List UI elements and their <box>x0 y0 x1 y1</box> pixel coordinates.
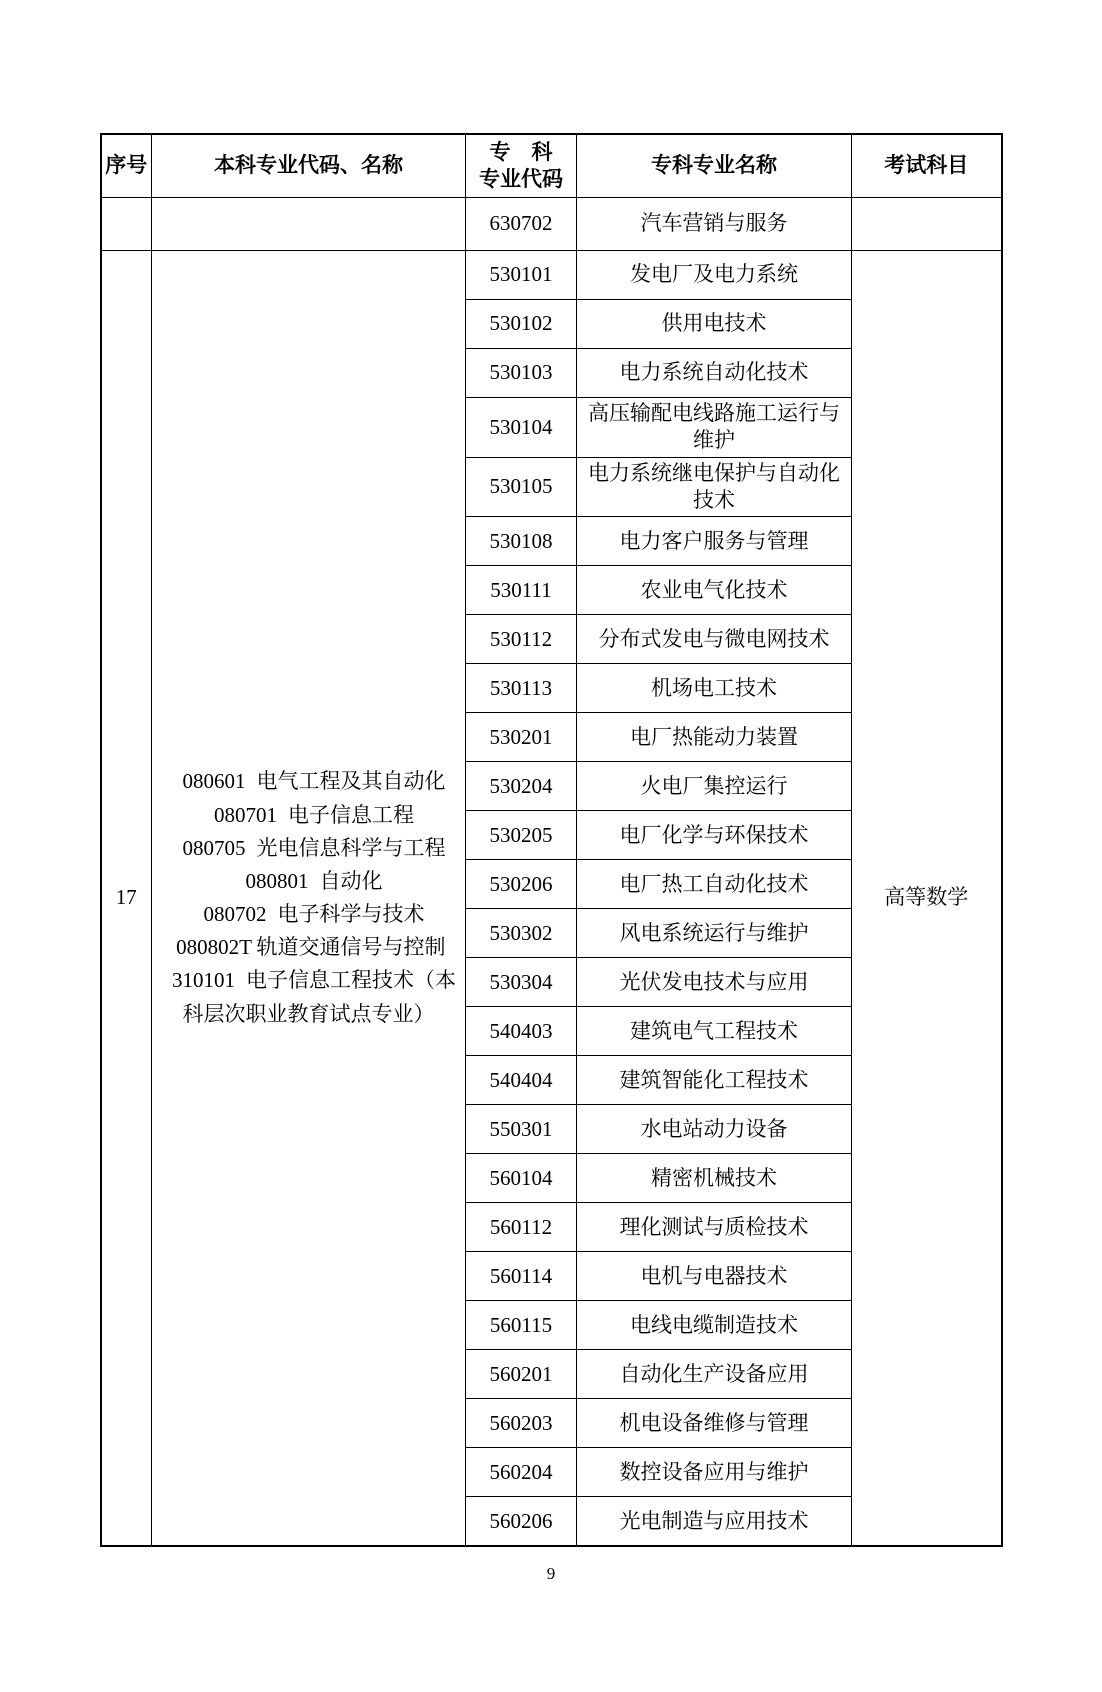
empty-seq-cell <box>101 198 152 251</box>
header-seq: 序号 <box>101 134 152 198</box>
document-page <box>0 133 1102 1692</box>
spec-code-cell: 530108 <box>466 517 577 566</box>
undergrad-major-name: 轨道交通信号与控制 <box>256 935 446 960</box>
spec-code-cell: 530201 <box>466 713 577 762</box>
spec-name-cell: 光伏发电技术与应用 <box>577 958 852 1007</box>
spec-name-cell: 理化测试与质检技术 <box>577 1203 852 1252</box>
spec-code-cell: 630702 <box>466 198 577 251</box>
page-number: 9 <box>546 1564 556 1584</box>
spec-code-cell: 530204 <box>466 762 577 811</box>
undergrad-major-name: 电子科学与技术 <box>277 902 425 927</box>
empty-exam-cell <box>852 198 1002 251</box>
majors-table <box>100 133 1003 1547</box>
undergrad-major-line <box>156 799 461 832</box>
undergrad-major-code: 080702 <box>203 902 267 927</box>
spec-code-cell: 530102 <box>466 300 577 349</box>
spec-code-cell: 540403 <box>466 1007 577 1056</box>
spec-name-cell: 电力系统继电保护与自动化技术 <box>577 457 852 517</box>
spec-name-cell: 电厂热能动力装置 <box>577 713 852 762</box>
spec-name-cell: 农业电气化技术 <box>577 566 852 615</box>
undergrad-major-name: 光电信息科学与工程 <box>256 835 446 860</box>
spec-code-cell: 560204 <box>466 1448 577 1497</box>
undergrad-major-line <box>156 765 461 798</box>
spec-name-cell: 建筑智能化工程技术 <box>577 1056 852 1105</box>
spec-name-cell: 精密机械技术 <box>577 1154 852 1203</box>
undergrad-major-name: 自动化 <box>319 868 383 893</box>
carryover-row <box>101 198 1002 251</box>
spec-code-cell: 530111 <box>466 566 577 615</box>
spec-name-cell: 分布式发电与微电网技术 <box>577 615 852 664</box>
spec-name-cell: 电厂热工自动化技术 <box>577 860 852 909</box>
empty-undergrad-cell <box>152 198 466 251</box>
spec-code-cell: 530104 <box>466 398 577 458</box>
spec-name-cell: 电厂化学与环保技术 <box>577 811 852 860</box>
undergrad-major-line <box>156 931 461 964</box>
undergrad-major-code: 080601 <box>182 769 246 794</box>
header-spec-code <box>466 134 577 198</box>
spec-row <box>101 251 1002 300</box>
spec-name-cell: 建筑电气工程技术 <box>577 1007 852 1056</box>
spec-name-cell: 水电站动力设备 <box>577 1105 852 1154</box>
spec-code-cell: 560104 <box>466 1154 577 1203</box>
undergrad-major-code: 080701 <box>214 802 277 827</box>
undergrad-major-name: 电气工程及其自动化 <box>256 769 446 794</box>
spec-name-cell: 机场电工技术 <box>577 664 852 713</box>
spec-name-cell: 电机与电器技术 <box>577 1252 852 1301</box>
header-exam: 考试科目 <box>852 134 1002 198</box>
header-spec-code-line1: 专 科 <box>489 139 553 164</box>
spec-code-cell: 530101 <box>466 251 577 300</box>
exam-subject-cell: 高等数学 <box>852 251 1002 1547</box>
spec-name-cell: 机电设备维修与管理 <box>577 1399 852 1448</box>
spec-code-cell: 560201 <box>466 1350 577 1399</box>
spec-name-cell: 汽车营销与服务 <box>577 198 852 251</box>
spec-code-cell: 540404 <box>466 1056 577 1105</box>
spec-code-cell: 530304 <box>466 958 577 1007</box>
table-header-row <box>101 134 1002 198</box>
spec-name-cell: 电线电缆制造技术 <box>577 1301 852 1350</box>
spec-code-cell: 560114 <box>466 1252 577 1301</box>
spec-code-cell: 560112 <box>466 1203 577 1252</box>
header-undergrad: 本科专业代码、名称 <box>152 134 466 198</box>
undergrad-major-code: 080705 <box>182 835 246 860</box>
undergrad-major-name: 电子信息工程技术（本科层次职业教育试点专业） <box>182 968 456 1026</box>
undergrad-major-line <box>156 865 461 898</box>
spec-code-cell: 550301 <box>466 1105 577 1154</box>
undergrad-major-code: 080802T <box>176 935 252 960</box>
undergrad-major-line <box>156 832 461 865</box>
header-spec-name: 专科专业名称 <box>577 134 852 198</box>
spec-code-cell: 530205 <box>466 811 577 860</box>
seq-cell: 17 <box>101 251 152 1547</box>
spec-code-cell: 530302 <box>466 909 577 958</box>
undergrad-major-code: 080801 <box>245 868 309 893</box>
spec-name-cell: 风电系统运行与维护 <box>577 909 852 958</box>
spec-name-cell: 电力系统自动化技术 <box>577 349 852 398</box>
spec-name-cell: 自动化生产设备应用 <box>577 1350 852 1399</box>
spec-code-cell: 530112 <box>466 615 577 664</box>
spec-code-cell: 560206 <box>466 1497 577 1547</box>
undergrad-majors-cell <box>152 251 466 1547</box>
spec-name-cell: 供用电技术 <box>577 300 852 349</box>
spec-name-cell: 发电厂及电力系统 <box>577 251 852 300</box>
undergrad-major-code: 310101 <box>172 968 235 993</box>
spec-code-cell: 530105 <box>466 457 577 517</box>
spec-code-cell: 530113 <box>466 664 577 713</box>
spec-name-cell: 光电制造与应用技术 <box>577 1497 852 1547</box>
spec-name-cell: 电力客户服务与管理 <box>577 517 852 566</box>
header-spec-code-line2: 专业代码 <box>479 167 563 191</box>
spec-name-cell: 数控设备应用与维护 <box>577 1448 852 1497</box>
spec-code-cell: 530206 <box>466 860 577 909</box>
undergrad-major-line <box>156 898 461 931</box>
spec-code-cell: 560115 <box>466 1301 577 1350</box>
undergrad-major-name: 电子信息工程 <box>288 802 414 827</box>
spec-name-cell: 高压输配电线路施工运行与维护 <box>577 398 852 458</box>
spec-code-cell: 530103 <box>466 349 577 398</box>
undergrad-major-line <box>156 964 461 1030</box>
spec-code-cell: 560203 <box>466 1399 577 1448</box>
spec-name-cell: 火电厂集控运行 <box>577 762 852 811</box>
